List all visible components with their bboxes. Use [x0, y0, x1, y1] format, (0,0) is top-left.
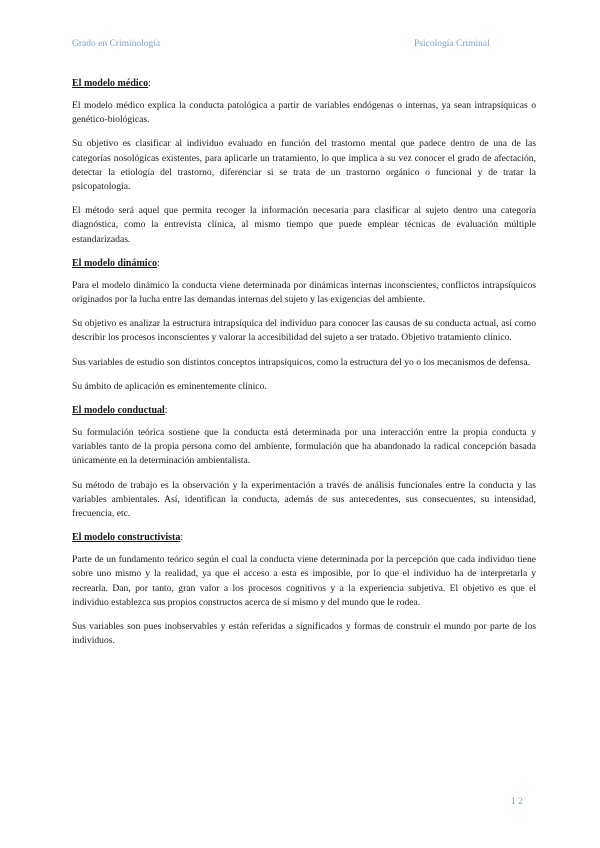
paragraph: Su formulación teórica sostiene que la conducta está determinada por una interacción entre la propia conducta y variables tanto de la propia persona como del ambiente, formulación que ha abandonado la radical concepción basada únicamente en la determinación ambientalista. [72, 427, 536, 467]
section-title: El modelo constructivista [72, 532, 181, 544]
section-modelo-constructivista [72, 531, 536, 648]
paragraph: El modelo médico explica la conducta patológica a partir de variables endógenas o internas, ya sean intrapsíquicas o genético-biológicas. [72, 100, 536, 126]
section-modelo-conductual [72, 404, 536, 521]
section-modelo-medico [72, 77, 536, 247]
paragraph: Su método de trabajo es la observación y la experimentación a través de análisis funcionales entre la conducta y las variables ambientales. Así, identifican la conducta, además de sus antecedentes, sus consecuentes, su intensidad, frecuencia, etc. [72, 479, 536, 520]
paragraph: El método será aquel que permita recoger la información necesaria para clasificar al sujeto dentro una categoría diagnóstica, como la entrevista clínica, al mismo tiempo que puede emplear técnicas de evaluación múltiple estandarizadas. [72, 205, 536, 245]
section-heading: El modelo dinámico: [72, 257, 160, 269]
section-heading: El modelo médico: [72, 78, 151, 89]
paragraph: Parte de un fundamento teórico según el cual la conducta viene determinada por la percepción que cada individuo tiene sobre uno mismo y la realidad, ya que el acceso a esta es imposible, por lo que el individuo ha de interpretarla y recrearla. Dan, por tanto, gran valor a los procesos cognitivos y a la experiencia subjetiva. El objetivo es que el individuo establezca sus propios constructos acerca de sí mismo y del mundo que le rodea. [72, 554, 536, 608]
paragraph: Su objetivo es clasificar al individuo evaluado en función del trastorno mental que padece dentro de una de las categorías nosológicas existentes, para aplicarle un tratamiento, lo que implica a su vez conocer el grado de afectación, detectar la etiología del trastorno, diferenciar si se trata de un trastorno orgánico o funcional y de tratar la psicopatología. [72, 138, 536, 193]
page-number: 1 2 [511, 797, 523, 807]
header-subject: Psicología Criminal [414, 39, 490, 49]
section-heading: El modelo constructivista: [72, 532, 184, 544]
document-body [72, 77, 536, 658]
paragraph: Sus variables son pues inobservables y están referidas a significados y formas de construir el mundo por parte de los individuos. [72, 621, 536, 647]
section-heading: El modelo conductual: [72, 405, 168, 417]
page-header [72, 39, 528, 53]
section-title: El modelo conductual [72, 405, 165, 417]
header-course: Grado en Criminología [72, 39, 161, 49]
paragraph: Para el modelo dinámico la conducta viene determinada por dinámicas internas inconscientes, conflictos intrapsíquicos originados por la lucha entre las demandas internas del sujeto y las exigencias del ambiente. [72, 279, 536, 306]
paragraph: Su ámbito de aplicación es eminentemente clínico. [72, 380, 267, 392]
paragraph: Sus variables de estudio son distintos conceptos intrapsíquicos, como la estructura del yo o los mecanismos de defensa. [72, 356, 531, 368]
paragraph: Su objetivo es analizar la estructura intrapsíquica del individuo para conocer las causas de su conducta actual, así como describir los procesos inconscientes y valorar la accesibilidad del sujeto a ser tratado. Objetivo tratamiento clínico. [72, 318, 536, 344]
section-title: El modelo dinámico [72, 257, 158, 269]
section-title: El modelo médico [72, 78, 149, 89]
section-modelo-dinamico [72, 257, 536, 394]
